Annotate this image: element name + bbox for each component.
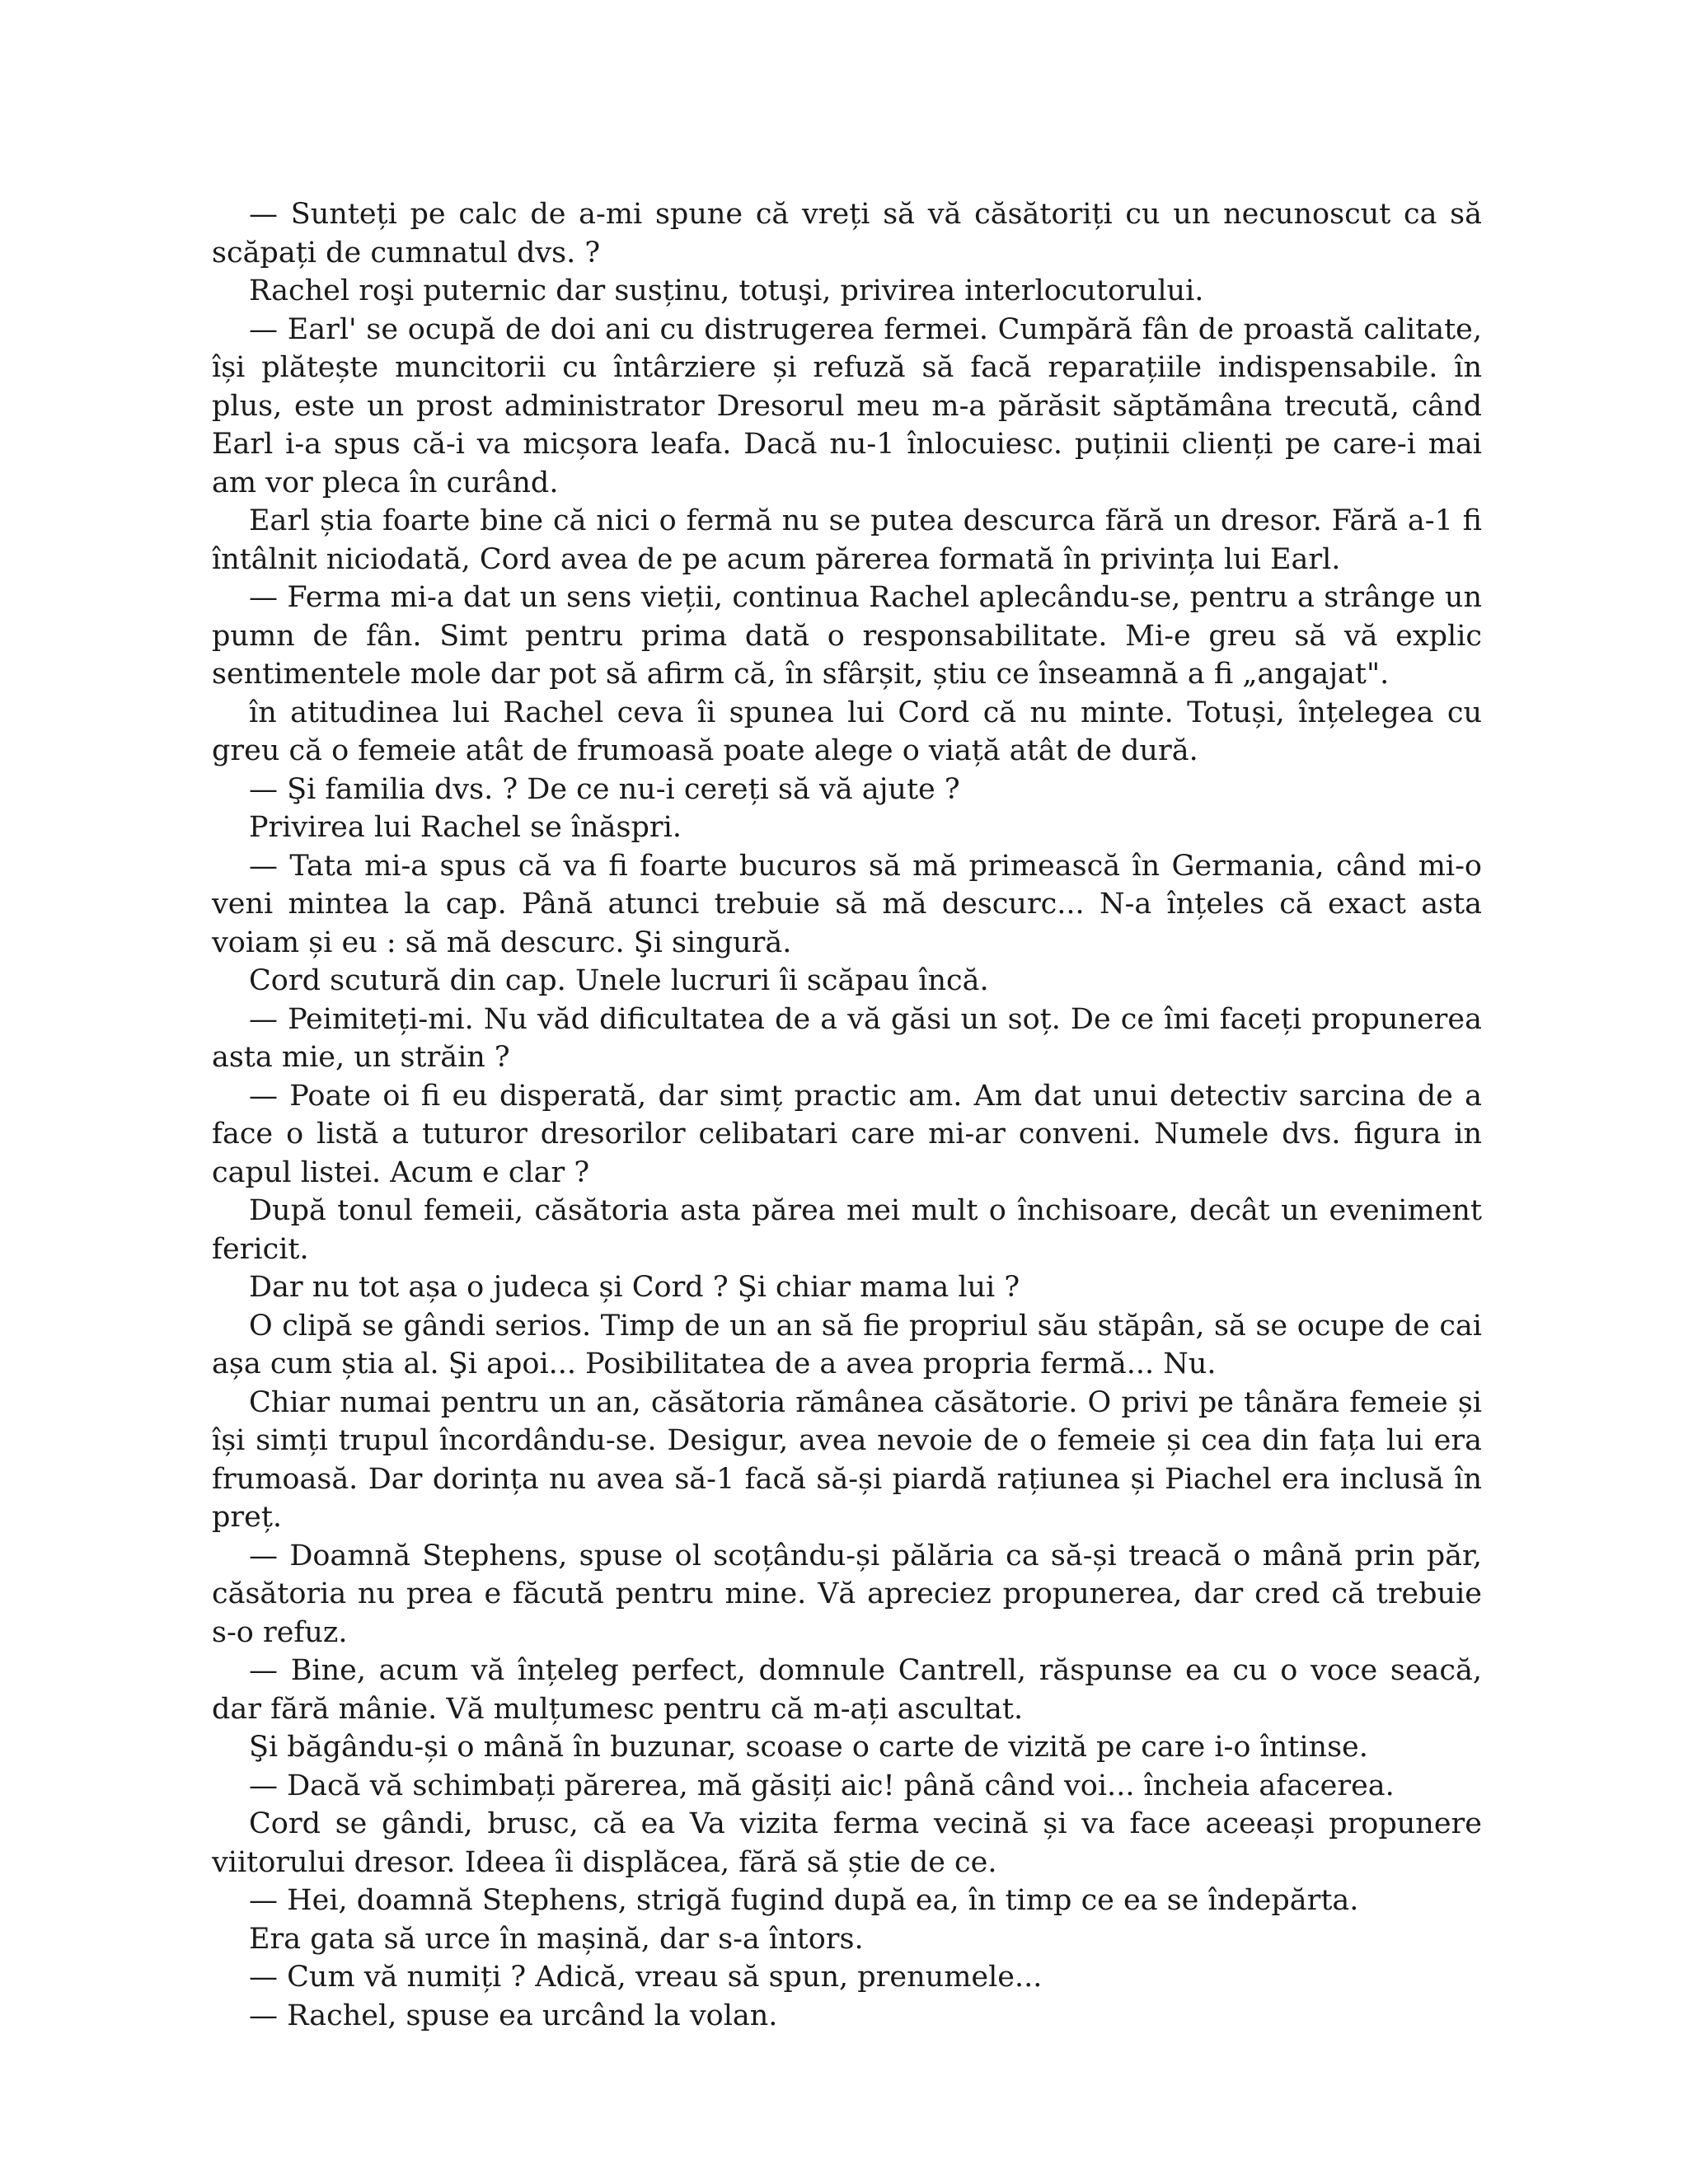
paragraph: — Bine, acum vă înțeleg perfect, domnule Cantrell, răspunse ea cu o voce seacă, dar fără mânie. Vă mulțumesc pentru că m-ați ascultat. xyxy=(212,1654,1482,1726)
paragraph: — Ferma mi-a dat un sens vieții, continua Rachel aplecându-se, pentru a strânge un pumn de fân. Simt pentru prima dată o responsabilitate. Mi-e greu să vă explic sentimentele mole dar pot să afirm că, în sfârșit, știu ce înseamnă a fi „angajat". xyxy=(212,581,1482,691)
paragraph: — Rachel, spuse ea urcând la volan. xyxy=(249,1999,778,2032)
paragraph: Cord scutură din cap. Unele lucruri îi scăpau încă. xyxy=(249,964,989,997)
paragraph: — Hei, doamnă Stephens, strigă fugind după ea, în timp ce ea se îndepărta. xyxy=(249,1884,1359,1917)
paragraph: Dar nu tot așa o judeca și Cord ? Şi chiar mama lui ? xyxy=(249,1271,1020,1304)
paragraph: Rachel roşi puternic dar susținu, totuşi, privirea interlocutorului. xyxy=(249,274,1204,307)
paragraph: — Şi familia dvs. ? De ce nu-i cereți să vă ajute ? xyxy=(249,772,960,806)
body-text xyxy=(212,195,1482,2035)
paragraph: Chiar numai pentru un an, căsătoria rămânea căsătorie. O privi pe tânăra femeie și își simți trupul încordându-se. Desigur, avea nevoie de o femeie și cea din fața lui era frumoasă. Dar dorința nu avea să-1 facă să-și piardă rațiunea și Piachel era inclusă în preț. xyxy=(212,1385,1482,1534)
paragraph: — Cum vă numiți ? Adică, vreau să spun, prenumele... xyxy=(249,1961,1043,1994)
paragraph: — Dacă vă schimbați părerea, mă găsiți aic! până când voi... încheia afacerea. xyxy=(249,1769,1395,1802)
paragraph: — Tata mi-a spus că va fi foarte bucuros să mă primească în Germania, când mi-o veni mintea la cap. Până atunci trebuie să mă descurc... N-a înțeles că exact asta voiam și eu : să mă descurc. Şi singură. xyxy=(212,849,1482,959)
paragraph: O clipă se gândi serios. Timp de un an să fie propriul său stăpân, să se ocupe de cai așa cum știa al. Şi apoi... Posibilitatea de a avea propria fermă... Nu. xyxy=(212,1309,1482,1380)
paragraph: După tonul femeii, căsătoria asta părea mei mult o închisoare, decât un eveniment fericit. xyxy=(212,1194,1482,1266)
paragraph: Cord se gândi, brusc, că ea Va vizita ferma vecină și va face aceeași propunere viitorului dresor. Ideea îi displăcea, fără să știe de ce. xyxy=(212,1807,1482,1879)
paragraph: — Sunteți pe calc de a-mi spune că vreți să vă căsătoriți cu un necunoscut ca să scăpați de cumnatul dvs. ? xyxy=(212,198,1482,269)
paragraph: — Poate oi fi eu disperată, dar simț practic am. Am dat unui detectiv sarcina de a face o listă a tuturor dresorilor celibatari care mi-ar conveni. Numele dvs. figura in capul listei. Acum e clar ? xyxy=(212,1079,1482,1189)
paragraph: Era gata să urce în mașină, dar s-a întors. xyxy=(249,1922,864,1956)
paragraph: Earl știa foarte bine că nici o fermă nu se putea descurca fără un dresor. Fără a-1 fi întâlnit niciodată, Cord avea de pe acum părerea formată în privința lui Earl. xyxy=(212,504,1482,576)
paragraph: — Doamnă Stephens, spuse ol scoțându-și pălăria ca să-și treacă o mână prin păr, căsătoria nu prea e făcută pentru mine. Vă apreciez propunerea, dar cred că trebuie s-o refuz. xyxy=(212,1539,1482,1649)
paragraph: în atitudinea lui Rachel ceva îi spunea lui Cord că nu minte. Totuși, înțelegea cu greu că o femeie atât de frumoasă poate alege o viață atât de dură. xyxy=(212,696,1482,767)
paragraph: Privirea lui Rachel se înăspri. xyxy=(249,811,682,844)
paragraph: Şi băgându-și o mână în buzunar, scoase o carte de vizită pe care i-o întinse. xyxy=(249,1731,1368,1764)
paragraph: — Earl' se ocupă de doi ani cu distrugerea fermei. Cumpără fân de proastă calitate, își plătește muncitorii cu întârziere și refuză să facă reparațiile indispensabile. în plus, este un prost administrator Dresorul meu m-a părăsit săptămâna trecută, când Earl i-a spus că-i va micșora leafa. Dacă nu-1 înlocuiesc. puținii clienți pe care-i mai am vor pleca în curând. xyxy=(212,312,1482,499)
paragraph: — Peimiteți-mi. Nu văd dificultatea de a vă găsi un soț. De ce îmi faceți propunerea asta mie, un străin ? xyxy=(212,1002,1482,1074)
